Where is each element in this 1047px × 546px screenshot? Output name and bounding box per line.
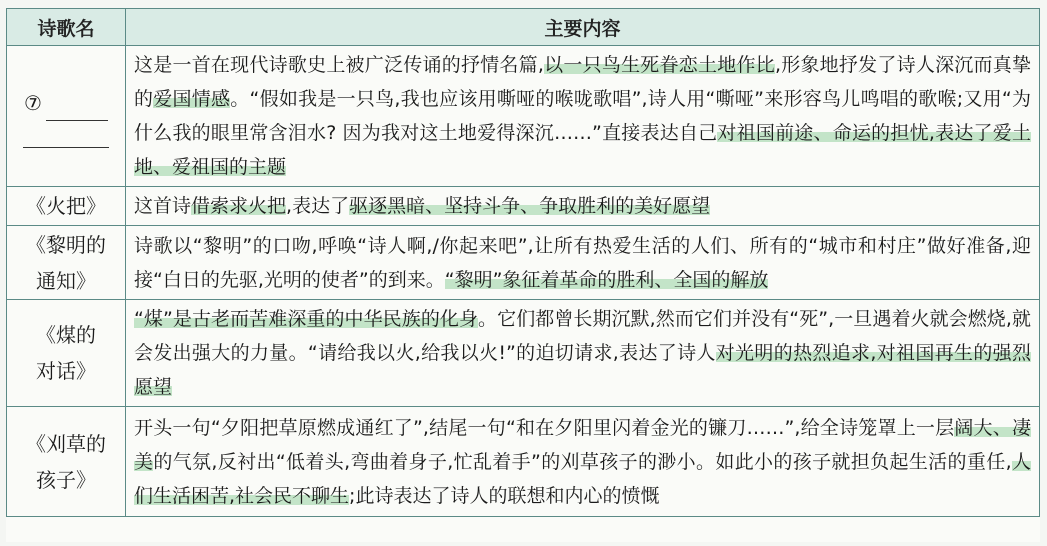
content-text: 。它们都曾长期沉默,然而它们并没有“死”,一旦遇着火就会燃烧,就会发出强大的力量。“请给我以火,给我以火!”的迫切请求,表达了诗人	[134, 308, 1031, 364]
poem-content-cell	[126, 46, 1040, 187]
highlighted-text: “黎明”象征着革命的胜利、全国的解放	[444, 268, 769, 291]
poem-content-cell	[126, 226, 1040, 300]
header-main-content: 主要内容	[126, 9, 1040, 46]
poem-name-cell	[7, 226, 126, 300]
content-text: ,形象地抒发了诗人深沉而真挚的	[134, 54, 1031, 110]
question-number: ⑦	[24, 90, 42, 115]
content-text: 的气氛,反衬出“低着头,弯曲着身子,忙乱着手”的刈草孩子的渺小。如此小的孩子就担负起生活的重任,	[153, 450, 1012, 473]
highlighted-text: 以一只鸟生死眷恋土地作比	[543, 54, 775, 76]
poem-table-sheet	[6, 8, 1040, 542]
poem-title-line: 《煤的	[36, 323, 96, 347]
content-text: 这首诗	[134, 195, 192, 217]
poem-title-line: 《刈草的	[26, 431, 106, 456]
poem-content-cell	[126, 187, 1040, 226]
highlighted-text: 驱逐黑暗、坚持斗争、争取胜利的美好愿望	[349, 195, 711, 217]
content-text: 诗歌以“黎明”的口吻,呼唤“诗人啊,/你起来吧”,让所有热爱生活的人们、所有的“城市和村庄”做好准备,迎接“白日的先驱,光明的使者”的到来。	[134, 234, 1031, 291]
content-text: 开头一句“夕阳把草原燃成通红了”,结尾一句“和在夕阳里闪着金光的镰刀……”,给全诗笼罩上一层	[134, 416, 955, 439]
table-row	[7, 187, 1040, 226]
poem-title-line: 《火把》	[26, 194, 106, 218]
header-poem-name: 诗歌名	[7, 9, 126, 46]
poem-name-cell	[7, 187, 126, 226]
highlighted-text: 借索求火把	[191, 195, 287, 217]
poem-name-cell	[7, 407, 126, 517]
content-text: ;此诗表达了诗人的联想和内心的愤慨	[349, 484, 660, 507]
highlighted-text: 阔大、凄美	[134, 416, 1031, 473]
fill-blank	[24, 85, 108, 121]
content-text: 。“假如我是一只鸟,我也应该用嘶哑的喉咙歌唱”,诗人用“嘶哑”来形容鸟儿鸣唱的歌喉;又用“为什么我的眼里常含泪水? 因为我对这土地爱得深沉……”直接表达自己	[134, 88, 1031, 144]
content-text: ,表达了	[286, 195, 350, 217]
table-row	[7, 300, 1040, 407]
poem-content-cell	[126, 407, 1040, 517]
highlighted-text: 对光明的热烈追求,对祖国再生的强烈愿望	[134, 342, 1031, 398]
poem-content-cell	[126, 300, 1040, 407]
poem-name-cell	[7, 46, 126, 187]
highlighted-text: 爱国情感	[153, 88, 231, 110]
blank-line	[23, 121, 109, 148]
table-row	[7, 226, 1040, 300]
table-row	[7, 407, 1040, 517]
blank-line	[46, 96, 108, 121]
table-row	[7, 46, 1040, 187]
highlighted-text: 对祖国前途、命运的担忧,表达了爱土地、爱祖国的主题	[134, 122, 1031, 178]
poem-title-line: 通知》	[36, 268, 96, 293]
highlighted-text: 人们生活困苦,社会民不聊生	[134, 450, 1031, 507]
poem-table	[6, 8, 1040, 517]
content-text: 这是一首在现代诗歌史上被广泛传诵的抒情名篇,	[134, 54, 544, 76]
poem-title-line: 对话》	[36, 359, 96, 383]
poem-title-line: 孩子》	[36, 467, 96, 492]
highlighted-text: “煤”是古老而苦难深重的中华民族的化身	[134, 308, 479, 330]
table-header-row	[7, 9, 1040, 46]
poem-name-cell	[7, 300, 126, 407]
poem-title-line: 《黎明的	[26, 232, 106, 257]
